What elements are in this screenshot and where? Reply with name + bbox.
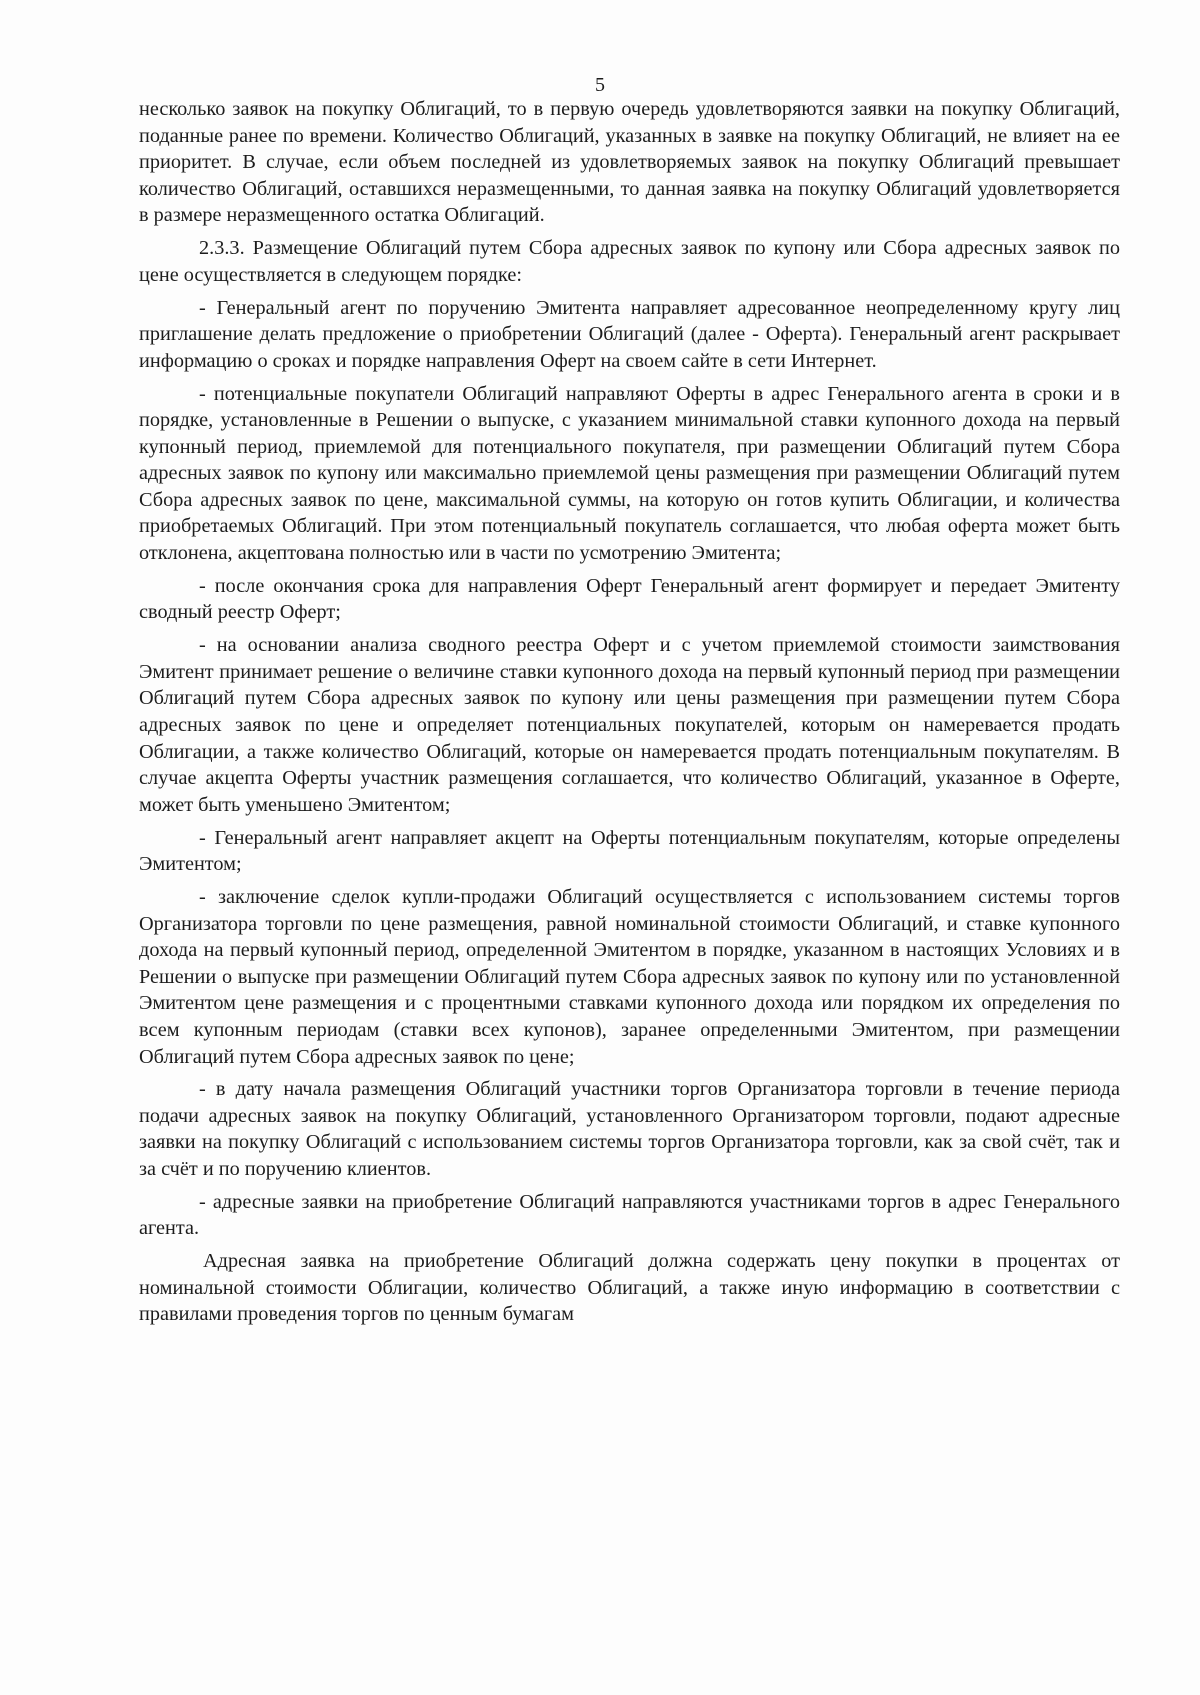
document-body	[139, 96, 1120, 1334]
paragraph-continuation: несколько заявок на покупку Облигаций, то в первую очередь удовлетворяются заявки на покупку Облигаций, поданные ранее по времени. Количество Облигаций, указанных в заявке на покупку Облигаций, не влияет на ее приоритет. В случае, если объем последней из удовлетворяемых заявок на покупку Облигаций превышает количество Облигаций, оставшихся неразмещенными, то данная заявка на покупку Облигаций удовлетворяется в размере неразмещенного остатка Облигаций.	[139, 98, 1120, 227]
paragraph-placement-start: - в дату начала размещения Облигаций участники торгов Организатора торговли в течение периода подачи адресных заявок на покупку Облигаций, установленного Организатором торговли, подают адресные заявки на покупку Облигаций с использованием системы торгов Организатора торговли, как за свой счёт, так и за счёт и по поручению клиентов.	[139, 1078, 1120, 1181]
paragraph-addressed-requests: - адресные заявки на приобретение Облигаций направляются участниками торгов в адрес Генерального агента.	[139, 1190, 1120, 1240]
paragraph-offers-register: - после окончания срока для направления Оферт Генеральный агент формирует и передает Эмитенту сводный реестр Оферт;	[139, 574, 1120, 624]
paragraph-potential-buyers-offers: - потенциальные покупатели Облигаций направляют Оферты в адрес Генерального агента в сроки и в порядке, установленные в Решении о выпуске, с указанием минимальной ставки купонного дохода на первый купонный период, приемлемой для потенциального покупателя, при размещении Облигаций путем Сбора адресных заявок по купону или максимально приемлемой цены размещения при размещении Облигаций путем Сбора адресных заявок по цене, максимальной суммы, на которую он готов купить Облигации, и количества приобретаемых Облигаций. При этом потенциальный покупатель соглашается, что любая оферта может быть отклонена, акцептована полностью или в части по усмотрению Эмитента;	[139, 382, 1120, 565]
paragraph-transactions: - заключение сделок купли-продажи Облигаций осуществляется с использованием системы торгов Организатора торговли по цене размещения, равной номинальной стоимости Облигаций, и ставке купонного дохода на первый купонный период, определенной Эмитентом в порядке, указанном в настоящих Условиях и в Решении о выпуске при размещении Облигаций путем Сбора адресных заявок по купону или по установленной Эмитентом цене размещения и с процентными ставками купонного дохода или порядком их определения по всем купонным периодам (ставки всех купонов), заранее определенными Эмитентом, при размещении Облигаций путем Сбора адресных заявок по цене;	[139, 885, 1120, 1068]
paragraph-general-agent-invitation: - Генеральный агент по поручению Эмитента направляет адресованное неопределенному кругу лиц приглашение делать предложение о приобретении Облигаций (далее - Оферта). Генеральный агент раскрывает информацию о сроках и порядке направления Оферт на своем сайте в сети Интернет.	[139, 296, 1120, 372]
paragraph-request-contents: Адресная заявка на приобретение Облигаций должна содержать цену покупки в процентах от номинальной стоимости Облигации, количество Облигаций, а также иную информацию в соответствии с правилами проведения торгов по ценным бумагам	[139, 1250, 1120, 1326]
page-number: 5	[595, 74, 605, 96]
paragraph-issuer-decision: - на основании анализа сводного реестра Оферт и с учетом приемлемой стоимости заимствования Эмитент принимает решение о величине ставки купонного дохода на первый купонный период при размещении Облигаций путем Сбора адресных заявок по купону или цены размещения при размещении путем Сбора адресных заявок по цене и определяет потенциальных покупателей, которым он намеревается продать Облигации, а также количество Облигаций, которые он намеревается продать потенциальным покупателям. В случае акцепта Оферты участник размещения соглашается, что количество Облигаций, указанное в Оферте, может быть уменьшено Эмитентом;	[139, 634, 1120, 816]
paragraph-acceptance: - Генеральный агент направляет акцепт на Оферты потенциальным покупателям, которые определены Эмитентом;	[139, 826, 1120, 876]
paragraph-section-2-3-3: 2.3.3. Размещение Облигаций путем Сбора адресных заявок по купону или Сбора адресных заявок по цене осуществляется в следующем порядке:	[139, 237, 1120, 286]
